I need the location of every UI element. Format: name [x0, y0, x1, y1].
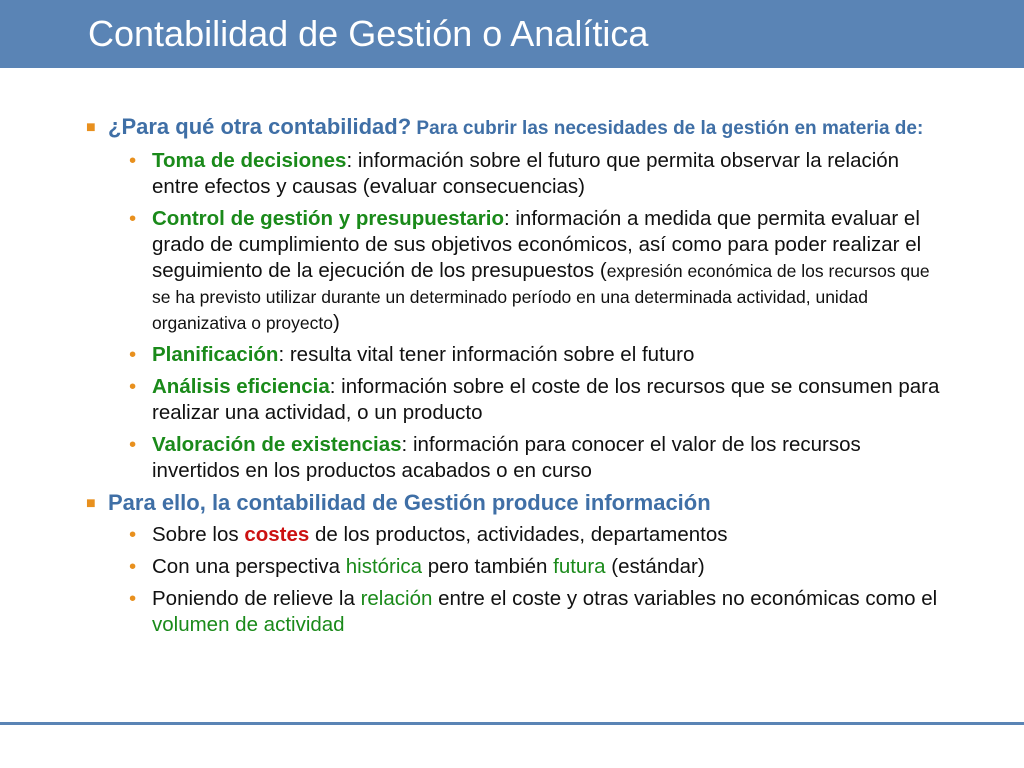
item-toma-decisiones — [129, 148, 942, 200]
square-bullet-icon: ■ — [86, 119, 96, 136]
dot-bullet-icon: • — [129, 149, 137, 172]
item-valoracion-existencias — [129, 432, 942, 484]
item-note: expresión económica de los recursos que se ha previsto utilizar durante un determinado período en una determinada actividad, unidad organizativa o proyecto — [152, 261, 930, 333]
dot-bullet-icon: • — [129, 555, 137, 578]
bottom-divider — [0, 722, 1024, 725]
para-ello-heading: Para ello, la contabilidad de Gestión produce información — [108, 490, 711, 515]
item-term: Planificación — [152, 343, 279, 366]
item-costes — [129, 522, 942, 548]
item-text: Sobre los — [152, 523, 245, 546]
item-control-gestion — [129, 206, 942, 336]
dot-bullet-icon: • — [129, 587, 137, 610]
slide-content — [0, 114, 1024, 638]
item-text: : información sobre el coste de los recursos que se consumen para realizar una actividad, o un producto — [152, 375, 940, 424]
item-highlight: volumen de actividad — [152, 613, 345, 636]
dot-bullet-icon: • — [129, 207, 137, 230]
item-relacion — [129, 586, 942, 638]
item-text: : resulta vital tener información sobre el futuro — [278, 343, 695, 366]
bullet-question — [86, 114, 928, 142]
item-highlight: costes — [244, 523, 310, 546]
item-text: : información sobre el futuro que permita observar la relación entre efectos y causas (evaluar consecuencias) — [152, 149, 900, 198]
item-term: Valoración de existencias — [152, 433, 402, 456]
item-term: Toma de decisiones — [152, 149, 347, 172]
item-term: Control de gestión y presupuestario — [152, 207, 504, 230]
question-text: ¿Para qué otra contabilidad? — [108, 114, 412, 139]
item-text: : información a medida que permita evaluar el grado de cumplimiento de sus objetivos económicos, así como para poder realizar el seguimiento de la ejecución de los presupuestos ( — [152, 207, 922, 282]
item-text: (estándar) — [605, 555, 705, 578]
item-text: entre el coste y otras variables no económicas como el — [432, 587, 938, 610]
item-text: Poniendo de relieve la — [152, 587, 361, 610]
dot-bullet-icon: • — [129, 343, 137, 366]
dot-bullet-icon: • — [129, 433, 137, 456]
item-perspectiva — [129, 554, 942, 580]
item-highlight: futura — [553, 555, 606, 578]
item-text: : información para conocer el valor de los recursos invertidos en los productos acabados o en curso — [152, 433, 861, 482]
title-bar — [0, 0, 1024, 68]
item-text: Con una perspectiva — [152, 555, 346, 578]
square-bullet-icon: ■ — [86, 495, 96, 512]
item-text: de los productos, actividades, departamentos — [309, 523, 728, 546]
item-note-close: ) — [332, 311, 340, 334]
item-analisis-eficiencia — [129, 374, 942, 426]
item-highlight: relación — [360, 587, 433, 610]
item-term: Análisis eficiencia — [152, 375, 330, 398]
item-planificacion — [129, 342, 942, 368]
dot-bullet-icon: • — [129, 523, 137, 546]
item-highlight: histórica — [345, 555, 423, 578]
question-answer: Para cubrir las necesidades de la gestión en materia de: — [411, 118, 924, 139]
dot-bullet-icon: • — [129, 375, 137, 398]
slide-title: Contabilidad de Gestión o Analítica — [88, 13, 649, 54]
item-text: pero también — [422, 555, 554, 578]
bullet-para-ello — [86, 490, 928, 516]
